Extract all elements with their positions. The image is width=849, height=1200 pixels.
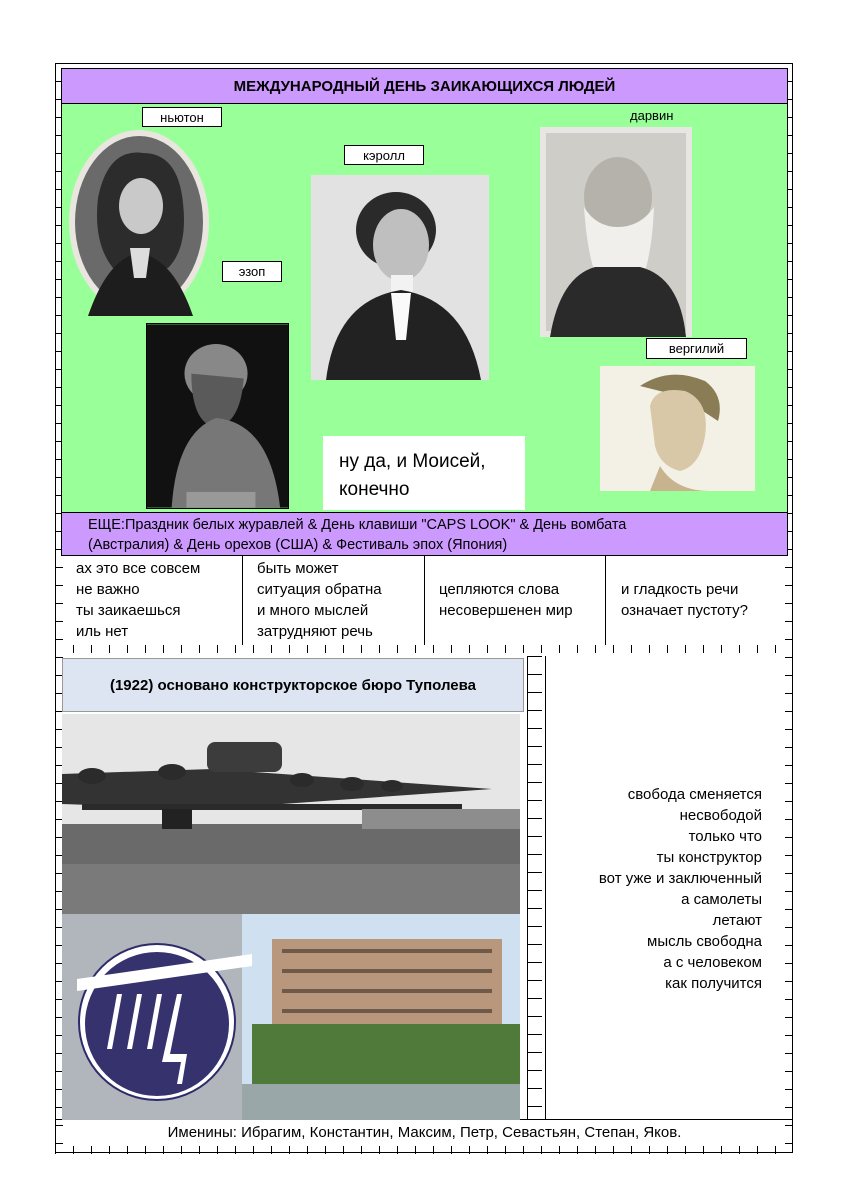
divider	[242, 556, 243, 645]
poem-line: ты заикаешься	[76, 602, 181, 619]
aesop-portrait	[146, 323, 289, 509]
darwin-label: дарвин	[630, 108, 674, 123]
poem-line: означает пустоту?	[621, 602, 748, 619]
divider	[424, 556, 425, 645]
poem-column-1	[76, 558, 200, 644]
poem-line: и гладкость речи	[621, 581, 739, 598]
poem-line: и много мыслей	[257, 602, 369, 619]
divider	[527, 656, 528, 1120]
poem-line: как получится	[665, 975, 762, 992]
tupolev-title: (1922) основано конструкторское бюро Туполева	[62, 658, 524, 712]
tupolev-building-photo	[62, 914, 520, 1120]
namedays: Именины: Ибрагим, Константин, Максим, Петр, Севастьян, Степан, Яков.	[167, 1124, 682, 1141]
poem-column-3	[439, 579, 573, 665]
poem-line: несовершенен мир	[439, 602, 573, 619]
page-title: МЕЖДУНАРОДНЫЙ ДЕНЬ ЗАИКАЮЩИХСЯ ЛЮДЕЙ	[61, 68, 788, 104]
poem-line: свобода сменяется	[627, 786, 762, 803]
moses-note-line1: ну да, и Моисей,	[339, 451, 486, 472]
darwin-portrait	[540, 127, 692, 337]
moses-note	[323, 436, 525, 510]
bottom-comb	[55, 1146, 793, 1154]
poem-line: ты конструктор	[656, 849, 762, 866]
poem-line: только что	[688, 828, 762, 845]
newton-label: ньютон	[142, 107, 222, 127]
poem-line: затрудняют речь	[257, 623, 373, 640]
poem-line: иль нет	[76, 623, 129, 640]
also-line2: (Австралия) & День орехов (США) & Фестиваль эпох (Япония)	[88, 537, 508, 553]
poem-line: несвободой	[679, 807, 762, 824]
poem-line: ситуация обратна	[257, 581, 382, 598]
newton-portrait	[68, 128, 211, 316]
poem-column-4	[621, 579, 748, 665]
carroll-portrait	[311, 175, 489, 380]
divider	[545, 656, 546, 1120]
poem-line: летают	[712, 912, 762, 929]
divider	[605, 556, 606, 645]
poem-line: не важно	[76, 581, 140, 598]
ant20-aircraft-photo	[62, 714, 520, 914]
carroll-label: кэролл	[344, 145, 424, 165]
also-holidays	[61, 512, 788, 556]
poem-line: а с человеком	[663, 954, 762, 971]
center-comb	[528, 656, 542, 1118]
poem-line: а самолеты	[681, 891, 762, 908]
right-poem	[548, 784, 762, 994]
poem-line: цепляются слова	[439, 581, 560, 598]
poem-line: вот уже и заключенный	[598, 870, 762, 887]
poem-column-2	[257, 558, 382, 644]
poem-line: быть может	[257, 560, 339, 577]
poem-line: ах это все совсем	[76, 560, 201, 577]
poem-line: мысль свободна	[647, 933, 762, 950]
virgil-label: вергилий	[646, 338, 747, 359]
virgil-portrait	[600, 366, 755, 491]
aesop-label: эзоп	[222, 261, 282, 282]
moses-note-line2: конечно	[339, 479, 410, 500]
also-line1: ЕЩЕ:Праздник белых журавлей & День клавиши "CAPS LOOK" & День вомбата	[88, 517, 627, 533]
